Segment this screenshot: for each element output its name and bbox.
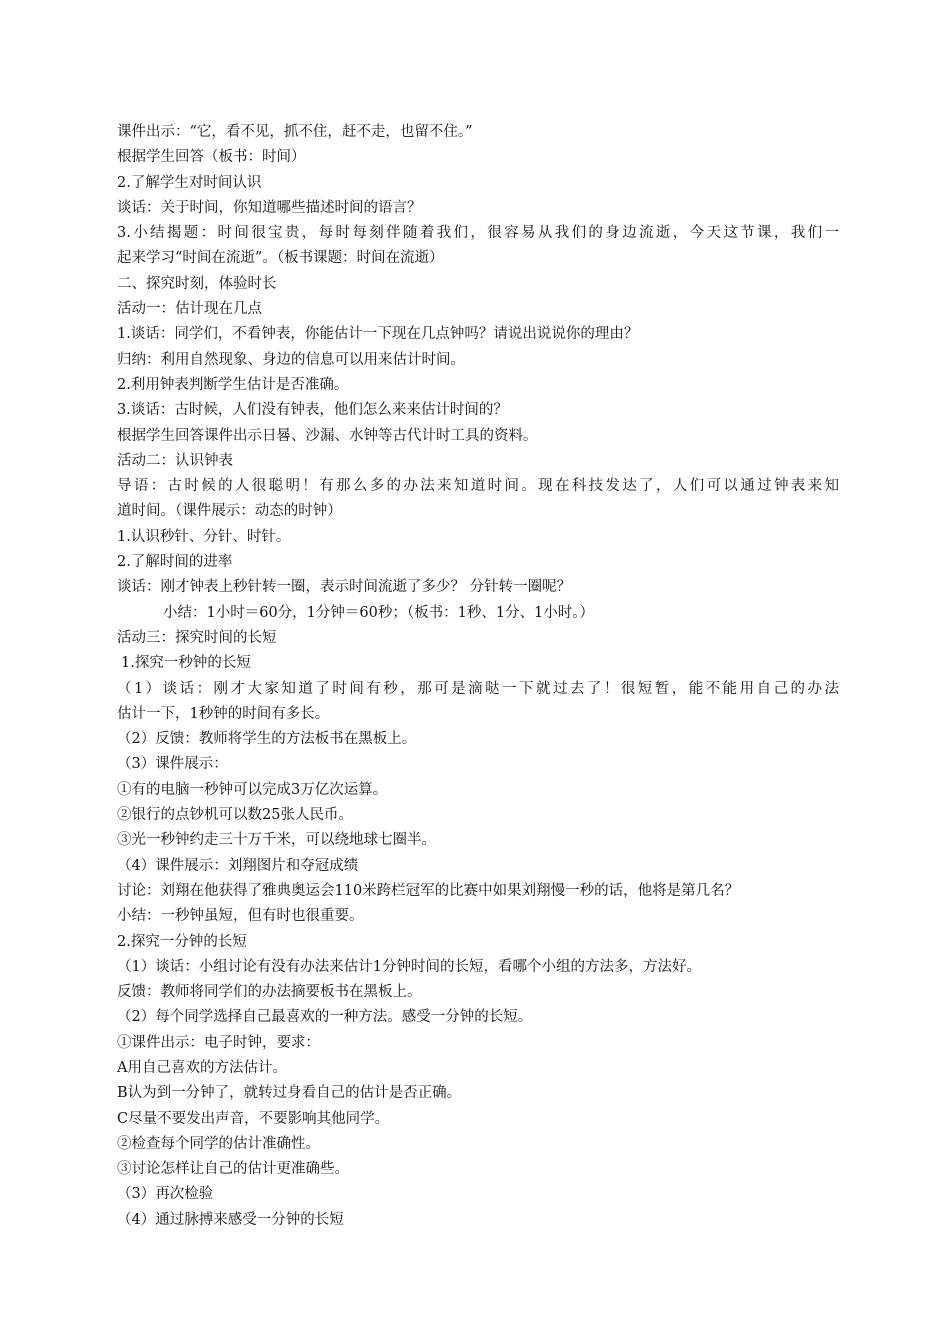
text-line: 起来学习“时间在流逝”。（板书课题：时间在流逝）	[117, 250, 444, 267]
text-line: 小结：一秒钟虽短，但有时也很重要。	[117, 908, 364, 925]
text-line: 归纳：利用自然现象、身边的信息可以用来估计时间。	[117, 351, 465, 368]
list-item: B认为到一分钟了，就转过身看自己的估计是否正确。	[117, 1085, 462, 1102]
text-line: 根据学生回答课件出示日晷、沙漏、水钟等古代计时工具的资料。	[117, 427, 538, 444]
text-line: （2）每个同学选择自己最喜欢的一种方法。感受一分钟的长短。	[117, 1009, 533, 1026]
section-heading: 2.了解学生对时间认识	[117, 174, 262, 191]
text-line: （3）再次检验	[117, 1186, 214, 1203]
subsection-heading: 2.探究一分钟的长短	[117, 933, 247, 950]
text-line: 反馈：教师将同学们的办法摘要板书在黑板上。	[117, 984, 422, 1001]
text-line: （4）通过脉搏来感受一分钟的长短	[117, 1211, 344, 1228]
section-heading: 二、探究时刻，体验时长	[117, 275, 277, 292]
text-line: 课件出示：“它，看不见，抓不住，赶不走，也留不住。”	[117, 124, 473, 140]
text-line: 讨论：刘翔在他获得了雅典奥运会110米跨栏冠军的比赛中如果刘翔慢一秒的话，他将是第几名？	[117, 882, 740, 899]
text-line: 1.认识秒针、分针、时针。	[117, 528, 291, 545]
text-line: （1）谈话：小组讨论有没有办法来估计1分钟时间的长短，看哪个小组的方法多，方法好。	[117, 958, 701, 975]
text-line: 谈话：关于时间，你知道哪些描述时间的语言？	[117, 199, 422, 216]
text-line: 根据学生回答（板书：时间）	[117, 149, 306, 166]
text-line: （2）反馈：教师将学生的方法板书在黑板上。	[117, 731, 417, 748]
list-item: ③光一秒钟约走三十万千米，可以绕地球七圈半。	[117, 832, 436, 849]
text-line: （3）课件展示：	[117, 756, 228, 773]
list-item: ③讨论怎样让自己的估计更准确些。	[117, 1161, 349, 1178]
activity-heading: 活动三：探究时间的长短	[117, 629, 277, 646]
text-line: 道时间。（课件展示：动态的时钟）	[117, 503, 342, 520]
activity-heading: 活动二：认识钟表	[117, 452, 233, 469]
list-item: ②检查每个同学的估计准确性。	[117, 1135, 320, 1152]
list-item: ②银行的点钞机可以数25张人民币。	[117, 807, 353, 824]
text-line: 2.利用钟表判断学生估计是否准确。	[117, 376, 349, 393]
text-line: 导语：古时候的人很聪明！有那么多的办法来知道时间。现在科技发达了，人们可以通过钟表来知	[117, 478, 839, 495]
text-line: 3.小结揭题：时间很宝贵，每时每刻伴随着我们，很容易从我们的身边流逝，今天这节课，我们一	[117, 225, 839, 242]
text-line: 3.谈话：古时候，人们没有钟表，他们怎么来来估计时间的？	[117, 402, 508, 419]
text-line: （4）课件展示：刘翔图片和夺冠成绩	[117, 857, 359, 874]
subsection-heading: 1.探究一秒钟的长短	[121, 655, 251, 672]
text-line: （1）谈话：刚才大家知道了时间有秒，那可是滴哒一下就过去了！很短暂，能不能用自己的办法	[117, 680, 839, 697]
list-item: ①课件出示：电子时钟，要求：	[117, 1034, 320, 1051]
list-item: C尽量不要发出声音，不要影响其他同学。	[117, 1110, 390, 1127]
list-item: A用自己喜欢的方法估计。	[117, 1059, 287, 1076]
summary-line: 小结：1小时＝60分，1分钟＝60秒；（板书：1秒、1分、1小时。）	[163, 604, 595, 621]
document-body	[117, 120, 839, 1233]
text-line: 2.了解时间的进率	[117, 554, 233, 571]
text-line: 谈话：刚才钟表上秒针转一圈，表示时间流逝了多少？ 分针转一圈呢？	[117, 579, 572, 596]
activity-heading: 活动一：估计现在几点	[117, 301, 262, 318]
text-line: 估计一下，1秒钟的时间有多长。	[117, 705, 330, 722]
text-line: 1.谈话：同学们，不看钟表，你能估计一下现在几点钟吗？请说出说说你的理由？	[117, 326, 639, 343]
list-item: ①有的电脑一秒钟可以完成3万亿次运算。	[117, 781, 388, 798]
